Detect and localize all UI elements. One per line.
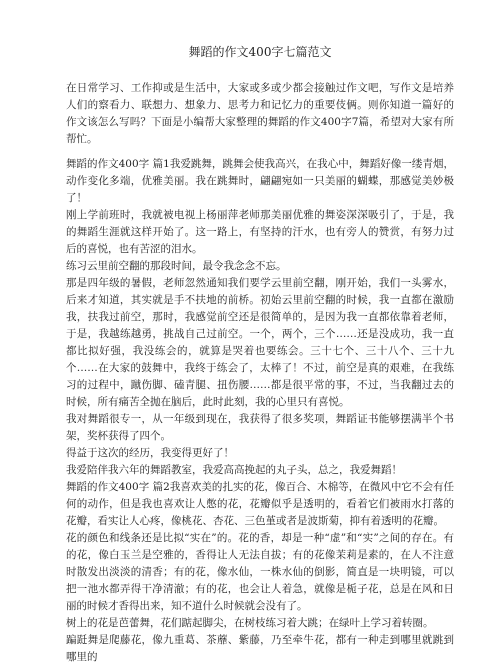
body-paragraph: 舞蹈的作文400字 篇2我喜欢美的扎实的花，像百合、木棉等，在微风中它不会有任何的动作，但是我也喜欢让人憋的花，花瓣似乎是透明的，看着它们被雨水打落的花瓣，看实让人心疼，像桃花、杏花、三色堇或者是波斯菊，抑有着透明的花瓣。 [66, 481, 454, 527]
body-paragraph: 花的颜色和线条还是比拟“实在”的。花的香，却是一种“虚”和“实”之间的存在。有的花，像白玉兰是空雅的，香得让人无法自拔；有的花像茉莉是素的，在人不注意时散发出淡淡的清香；有的花，像水仙，一株水仙的倒影，简直是一块明镜，可以把一池水都弄得干净清澈；有的花，也会让人着急，就像是栀子花，总是在风和日丽的时候才香得出来，知不道什么时候就会没有了。 [66, 532, 454, 612]
body-paragraph: 树上的花是芭蕾舞，花们踮起脚尖，在树枝练习着大跳；在绿叶上学习着转圈。 [66, 617, 434, 629]
body-paragraph: 舞蹈的作文400字 篇1我爱跳舞，跳舞会使我高兴，在我心中，舞蹈好像一缕青烟，动作变化多端，优雅美丽。我在跳舞时，翩翩宛如一只美丽的蝴蝶，那感觉美妙极了！ [66, 158, 454, 204]
body-paragraph: 那是四年级的暑假，老师忽然通知我们要学云里前空翻，刚开始，我们一头雾水，后来才知道，其实就是手不扶地的前桥。初始云里前空翻的时候，我一直都在激励我，扶我过前空，那时，我感觉前空还是很简单的，是因为我一直都依靠着老师，于是，我越练越勇，挑战自己过前空。一个，两个，三个……还是没成功，我一直都比拟好强，我没练会的，就算是哭着也要练会。三十七个、三十八个、三十九个……在大家的鼓舞中，我终于练会了，太棒了！不过，前空是真的艰难，在我练习的过程中，蹴伤脚、磕青腿、扭伤腰……都是很平常的事，不过，当我翻过去的时候，所有痛苦全抛在脑后，此时此刻，我的心里只有喜悦。 [66, 277, 454, 408]
body-paragraph: 刚上学前班时，我就被电视上杨丽萍老师那美丽优雅的舞姿深深吸引了，于是，我的舞蹈生涯就这样开始了。这一路上，有坚持的汗水，也有旁人的赞赏，有努力过后的喜悦，也有苦涩的泪水。 [66, 209, 454, 255]
intro-paragraph: 在日常学习、工作抑或是生活中，大家或多或少都会接触过作文吧，写作文是培养人们的察看力、联想力、想象力、思考力和记忆力的重要伎俩。则你知道一篇好的作文该怎么写吗？下面是小编帮大家整理的舞蹈的作文400字7篇，希望对大家有所帮忙。 [66, 82, 454, 145]
body-paragraph: 我爱陪伴我六年的舞蹈教室，我爱高高挽起的丸子头，总之，我爱舞蹈！ [66, 464, 402, 476]
body-paragraph: 我对舞蹈很专一，从一年级到现在，我获得了很多奖项，舞蹈证书能够摆满半个书架，奖杯获得了四个。 [66, 413, 454, 442]
document-title: 舞蹈的作文400字七篇范文 [188, 45, 332, 59]
body-paragraph: 得益于这次的经历，我变得更好了！ [66, 447, 234, 459]
body-paragraph: 蹁跹舞是爬藤花，像九重葛、茶蘼、紫藤，乃至牵牛花，都有一种走到哪里就跳到哪里的 [66, 634, 454, 663]
body-paragraph: 练习云里前空翻的那段时间，最令我念念不忘。 [66, 260, 287, 272]
